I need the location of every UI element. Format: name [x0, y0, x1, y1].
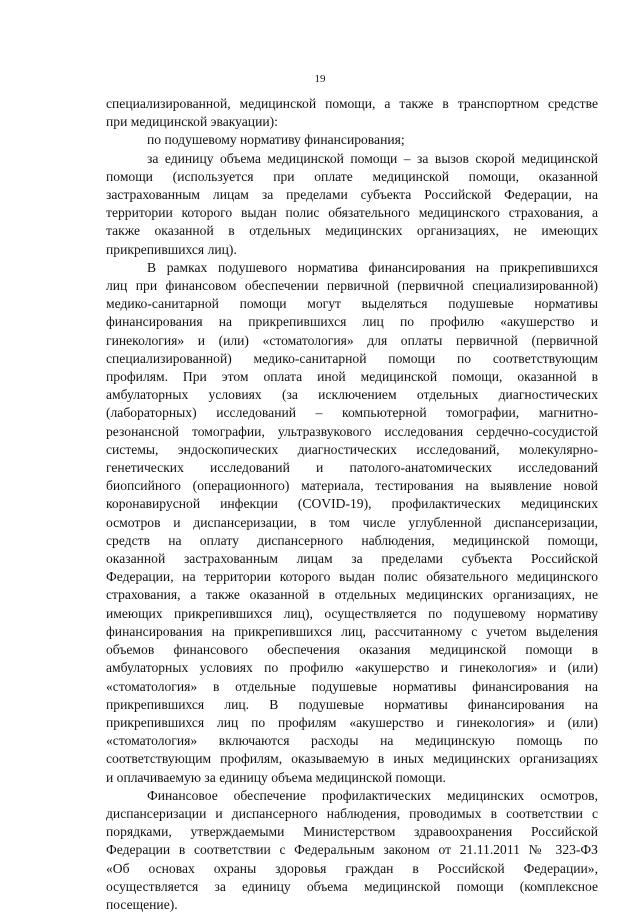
text-line: финансирования на прикрепившихся лиц по профилю «акушерство и: [106, 314, 598, 330]
text-line: (лабораторных) исследований – компьютерной томографии, магнитно-: [106, 405, 598, 421]
paragraph: [106, 131, 598, 149]
text-line: за единицу объема медицинской помощи – за вызов скорой медицинской: [147, 150, 598, 166]
text-line: Финансовое обеспечение профилактических медицинских осмотров,: [147, 787, 598, 803]
text-line: В рамках подушевого норматива финансирования на прикрепившихся: [147, 259, 598, 275]
text-line: имеющих прикрепившихся лиц), осуществляется по подушевому нормативу: [106, 605, 598, 621]
text-line: оказанной застрахованным лицам за пределами субъекта Российской: [106, 551, 598, 567]
text-line: прикрепившихся лиц).: [106, 241, 237, 257]
text-line: порядками, утверждаемыми Министерством здравоохранения Российской: [106, 824, 598, 840]
text-line: и оплачиваемую за единицу объема медицинской помощи.: [106, 769, 446, 785]
paragraph: [106, 787, 598, 914]
text-line: осмотров и диспансеризации, в том числе углубленной диспансеризации,: [106, 514, 598, 530]
text-line: по подушевому нормативу финансирования;: [147, 132, 405, 148]
text-line: прикрепившихся лиц по профилям «акушерство и гинекология» и (или): [106, 714, 598, 730]
text-line: помощи (используется при оплате медицинской помощи, оказанной: [106, 168, 598, 184]
document-body: [106, 95, 598, 914]
text-line: при медицинской эвакуации):: [106, 114, 278, 130]
paragraph: [106, 95, 598, 131]
text-line: территории которого выдан полис обязательного медицинского страхования, а: [106, 205, 598, 221]
text-line: гинекология» и (или) «стоматология» для оплаты первичной (первичной: [106, 332, 598, 348]
text-line: средств на оплату диспансерного наблюдения, медицинской помощи,: [106, 532, 598, 548]
text-line: финансирования на прикрепившихся лиц, рассчитанному с учетом выделения: [106, 623, 598, 639]
text-line: амбулаторных условиях по профилю «акушерство и гинекология» и (или): [106, 660, 598, 676]
paragraph: [106, 150, 598, 259]
text-line: профилям. При этом оплата иной медицинской помощи, оказанной в: [106, 369, 598, 385]
text-line: специализированной, медицинской помощи, а также в транспортном средстве: [106, 96, 598, 111]
text-line: страхования, а также оказанной в отдельных медицинских организациях, не: [106, 587, 598, 603]
text-line: осуществляется за единицу объема медицинской помощи (комплексное: [106, 878, 598, 894]
text-line: биопсийного (операционного) материала, тестирования на выявление новой: [106, 478, 598, 494]
text-line: лиц при финансовом обеспечении первичной (первичной специализированной): [106, 278, 598, 294]
text-line: Федерации в соответствии с Федеральным законом от 21.11.2011 № 323-ФЗ: [106, 842, 598, 858]
text-line: также оказанной в отдельных медицинских организациях, не имеющих: [106, 223, 598, 239]
text-line: коронавирусной инфекции (COVID-19), профилактических медицинских: [106, 496, 598, 512]
text-line: посещение).: [106, 896, 178, 912]
text-line: амбулаторных условиях (за исключением отдельных диагностических: [106, 387, 598, 403]
text-line: «стоматология» в отдельные подушевые нормативы финансирования на: [106, 678, 598, 694]
text-line: резонансной томографии, ультразвукового исследования сердечно-сосудистой: [106, 423, 598, 439]
text-line: Федерации, на территории которого выдан полис обязательного медицинского: [106, 569, 598, 585]
text-line: прикрепившихся лиц. В подушевые нормативы финансирования на: [106, 696, 598, 712]
text-line: генетических исследований и патолого-анатомических исследований: [106, 460, 598, 476]
text-line: диспансеризации и диспансерного наблюдения, проводимых в соответствии с: [106, 805, 598, 821]
text-line: специализированной) медико-санитарной помощи по соответствующим: [106, 350, 598, 366]
text-line: «Об основах охраны здоровья граждан в Российской Федерации»,: [106, 860, 598, 876]
paragraph: [106, 259, 598, 787]
text-line: застрахованным лицам за пределами субъекта Российской Федерации, на: [106, 187, 598, 203]
text-line: системы, эндоскопических диагностических исследований, молекулярно-: [106, 441, 598, 457]
text-line: соответствующим профилям, оказываемую в иных медицинских организациях: [106, 751, 598, 767]
page-number: 19: [314, 73, 326, 85]
text-line: объемов финансового обеспечения оказания медицинской помощи в: [106, 642, 598, 658]
text-line: «стоматология» включаются расходы на медицинскую помощь по: [106, 733, 598, 749]
text-line: медико-санитарной помощи могут выделяться подушевые нормативы: [106, 296, 598, 312]
